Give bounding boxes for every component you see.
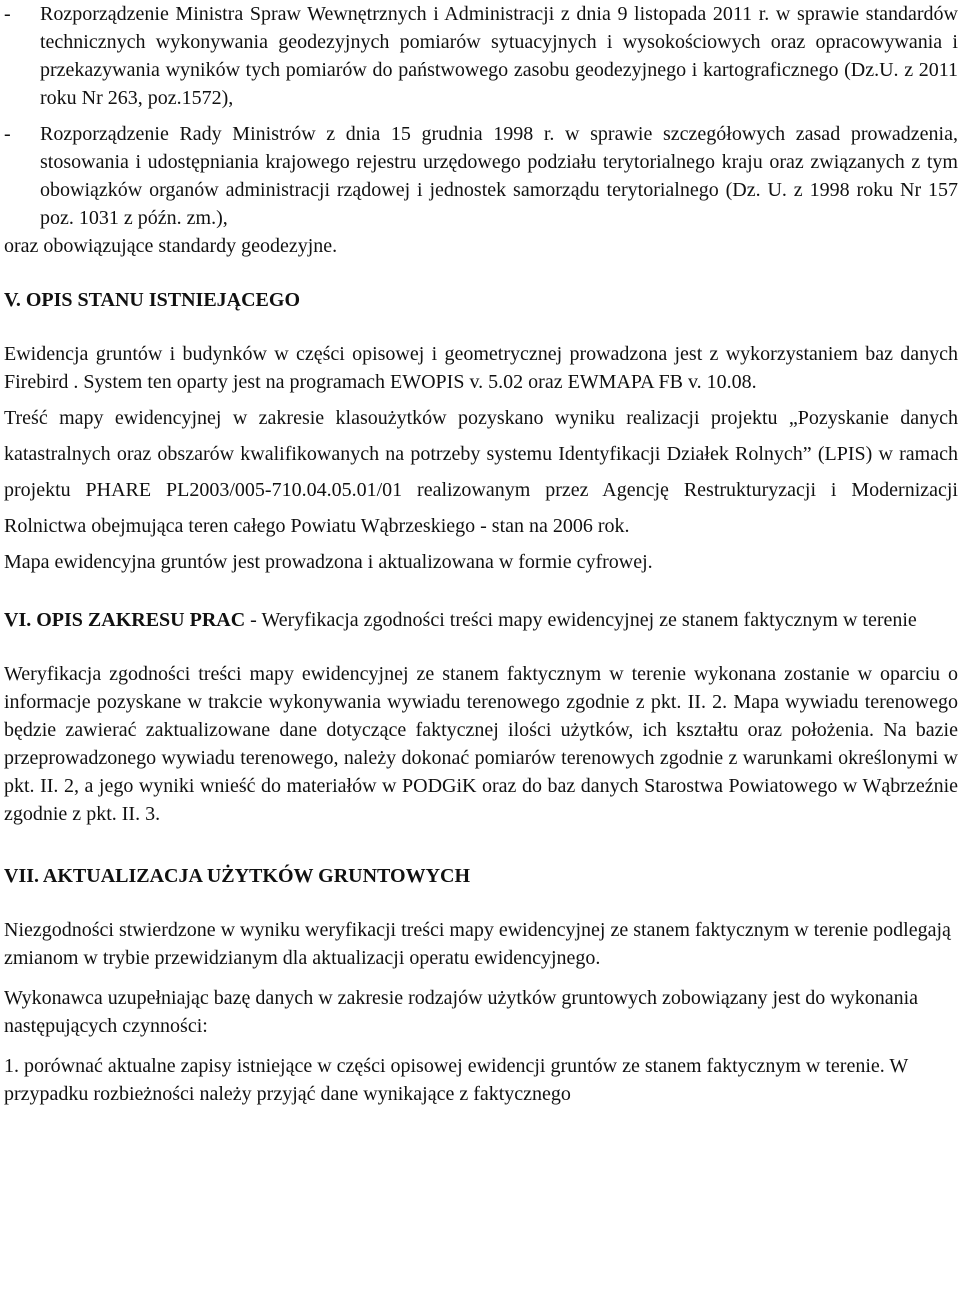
section-5-paragraph-3: Mapa ewidencyjna gruntów jest prowadzona i aktualizowana w formie cyfrowej. (4, 551, 653, 573)
regulation-text-2: Rozporządzenie Rady Ministrów z dnia 15 grudnia 1998 r. w sprawie szczegółowych zasad prowadzenia, stosowania i udostępniania krajowego rejestru urzędowego podziału terytorialnego kraju oraz związanych z tym obowiązków organów administracji rządowej i jednostek samorządu terytorialnego (Dz. U. z 1998 roku Nr 157 poz. 1031 z późn. zm.), (40, 123, 958, 229)
section-7-heading: VII. AKTUALIZACJA UŻYTKÓW GRUNTOWYCH (4, 865, 471, 887)
list-dash: - (4, 3, 11, 25)
section-6-heading (4, 606, 958, 634)
section-6-paragraph-1: Weryfikacja zgodności treści mapy ewidencyjnej ze stanem faktycznym w terenie wykonana zostanie w oparciu o informacje pozyskane w trakcie wykonywania wywiadu terenowego zgodnie z pkt. II. 2. Mapa wywiadu terenowego będzie zawierać zaktualizowane dane dotyczące faktycznej ilości użytków, ich kształtu oraz położenia. Na bazie przeprowadzonego wywiadu terenowego, należy dokonać pomiarów terenowych zgodnie z warunkami określonymi w pkt. II. 2, a jego wyniki wnieść do materiałów w PODGiK oraz do baz danych Starostwa Powiatowego w Wąbrzeźnie zgodnie z pkt. II. 3. (4, 663, 958, 825)
regulation-item-2 (4, 120, 958, 232)
standards-line: oraz obowiązujące standardy geodezyjne. (4, 235, 338, 257)
section-7-paragraph-2: Wykonawca uzupełniając bazę danych w zakresie rodzajów użytków gruntowych zobowiązany jest do wykonania następujących czynności: (4, 987, 919, 1037)
regulation-item-1 (4, 0, 958, 112)
section-6-subtitle: - Weryfikacja zgodności treści mapy ewidencyjnej ze stanem faktycznym w terenie (245, 609, 917, 631)
section-5-heading: V. OPIS STANU ISTNIEJĄCEGO (4, 289, 301, 311)
section-7-item-1: 1. porównać aktualne zapisy istniejące w części opisowej ewidencji gruntów ze stanem faktycznym w terenie. W przypadku rozbieżności należy przyjąć dane wynikające z faktycznego (4, 1055, 908, 1105)
regulation-text-1: Rozporządzenie Ministra Spraw Wewnętrznych i Administracji z dnia 9 listopada 2011 r. w sprawie standardów technicznych wykonywania geodezyjnych pomiarów sytuacyjnych i wysokościowych oraz opracowywania i przekazywania wyników tych pomiarów do państwowego zasobu geodezyjnego i kartograficznego (Dz.U. z 2011 roku Nr 263, poz.1572), (40, 3, 958, 109)
section-7-paragraph-1: Niezgodności stwierdzone w wyniku weryfikacji treści mapy ewidencyjnej ze stanem faktycznym w terenie podlegają zmianom w trybie przewidzianym dla aktualizacji operatu ewidencyjnego. (4, 919, 951, 969)
section-5-paragraph-1: Ewidencja gruntów i budynków w części opisowej i geometrycznej prowadzona jest z wykorzystaniem baz danych Firebird . System ten oparty jest na programach EWOPIS v. 5.02 oraz EWMAPA FB v. 10.08. (4, 343, 958, 393)
list-dash: - (4, 123, 11, 145)
section-5-paragraph-2: Treść mapy ewidencyjnej w zakresie klasoużytków pozyskano wyniku realizacji projektu „Pozyskanie danych katastralnych oraz obszarów kwalifikowanych na potrzeby systemu Identyfikacji Działek Rolnych” (LPIS) w ramach projektu PHARE PL2003/005-710.04.05.01/01 realizowanym przez Agencję Restrukturyzacji i Modernizacji Rolnictwa obejmująca teren całego Powiatu Wąbrzeskiego - stan na 2006 rok. (4, 407, 958, 537)
section-6-title: VI. OPIS ZAKRESU PRAC (4, 609, 246, 631)
